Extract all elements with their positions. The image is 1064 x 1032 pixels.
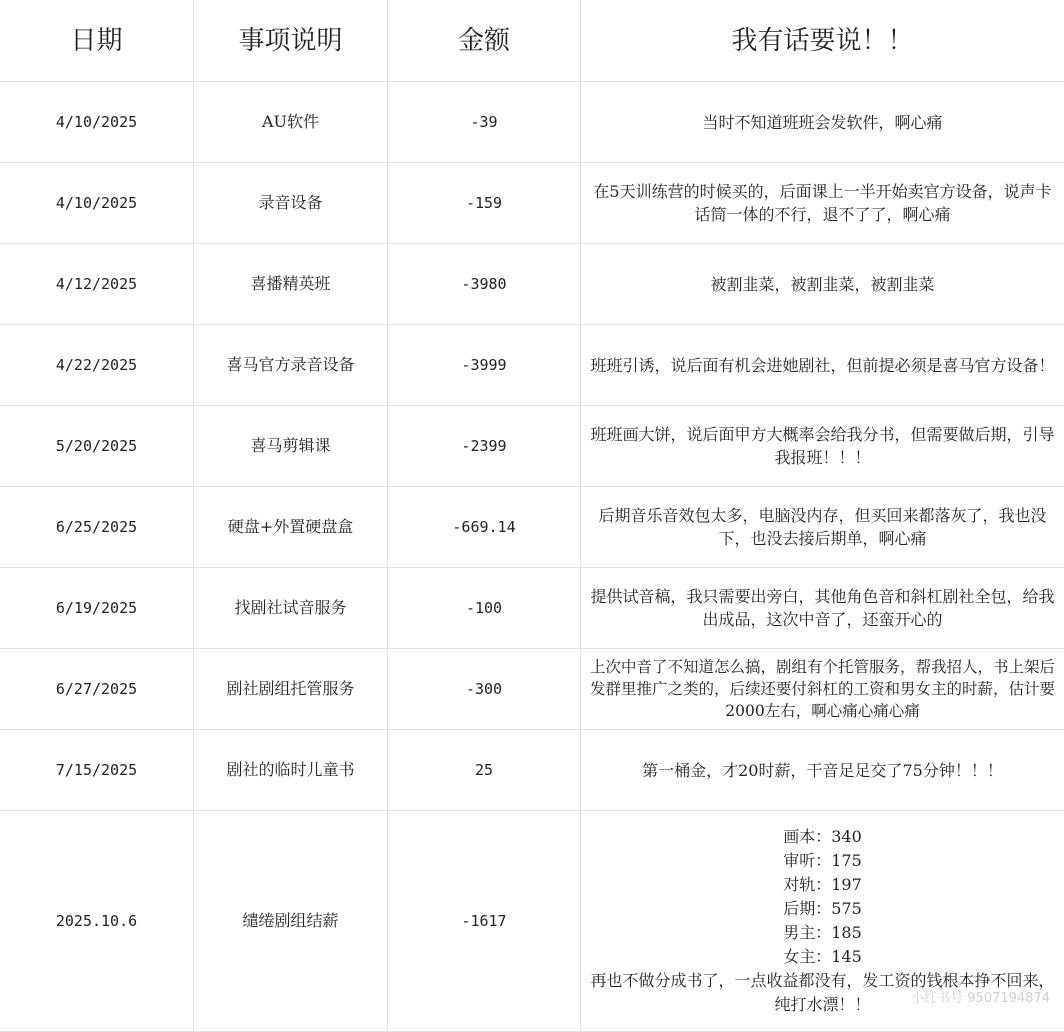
cell-amount: -3999: [388, 325, 581, 406]
table-row: [0, 649, 1064, 730]
breakdown-line: 女主：145: [783, 947, 862, 966]
header-date: 日期: [0, 0, 194, 82]
cell-comment: 后期音乐音效包太多，电脑没内存，但买回来都落灰了，我也没下，也没去接后期单，啊心痛: [581, 487, 1064, 568]
cell-comment: 上次中音了不知道怎么搞，剧组有个托管服务，帮我招人，书上架后发群里推广之类的，后续还要付斜杠的工资和男女主的时薪，估计要2000左右，啊心痛心痛心痛: [581, 649, 1064, 730]
cell-amount: -1617: [388, 811, 581, 1032]
cell-date: 4/12/2025: [0, 244, 194, 325]
header-comment: 我有话要说！！: [581, 0, 1064, 82]
cell-date: 6/25/2025: [0, 487, 194, 568]
cell-date: 4/22/2025: [0, 325, 194, 406]
cell-date: 6/27/2025: [0, 649, 194, 730]
cell-amount: 25: [388, 730, 581, 811]
cell-comment: 班班引诱，说后面有机会进她剧社，但前提必须是喜马官方设备！: [581, 325, 1064, 406]
cell-amount: -39: [388, 82, 581, 163]
header-amount: 金额: [388, 0, 581, 82]
cell-amount: -100: [388, 568, 581, 649]
table-row: [0, 406, 1064, 487]
table-row: [0, 730, 1064, 811]
breakdown-line: 对轨：197: [783, 875, 862, 894]
cell-comment: 当时不知道班班会发软件，啊心痛: [581, 82, 1064, 163]
cell-item: 喜马官方录音设备: [194, 325, 388, 406]
cell-date: 5/20/2025: [0, 406, 194, 487]
cell-amount: -669.14: [388, 487, 581, 568]
cell-amount: -159: [388, 163, 581, 244]
table-header-row: [0, 0, 1064, 82]
cell-item: 录音设备: [194, 163, 388, 244]
cell-date: 4/10/2025: [0, 163, 194, 244]
cell-date: 4/10/2025: [0, 82, 194, 163]
cell-comment: 第一桶金，才20时薪，干音足足交了75分钟！！！: [581, 730, 1064, 811]
cell-item: 剧社剧组托管服务: [194, 649, 388, 730]
table-row: [0, 82, 1064, 163]
breakdown-line: 画本：340: [783, 827, 862, 846]
cell-date: 7/15/2025: [0, 730, 194, 811]
table-row: [0, 568, 1064, 649]
cell-amount: -300: [388, 649, 581, 730]
cell-amount: -2399: [388, 406, 581, 487]
table-row: [0, 244, 1064, 325]
breakdown-line: 审听：175: [783, 851, 862, 870]
cell-item: 剧社的临时儿童书: [194, 730, 388, 811]
breakdown-line: 后期：575: [783, 899, 862, 918]
cell-item: 喜马剪辑课: [194, 406, 388, 487]
cell-comment: 提供试音稿，我只需要出旁白，其他角色音和斜杠剧社全包，给我出成品，这次中音了，还蛮开心的: [581, 568, 1064, 649]
cell-item: 硬盘+外置硬盘盒: [194, 487, 388, 568]
cell-item: AU软件: [194, 82, 388, 163]
table-row: [0, 487, 1064, 568]
watermark: 小红书号 9507194874: [911, 991, 1050, 1006]
table-row: [0, 811, 1064, 1032]
cell-date: 2025.10.6: [0, 811, 194, 1032]
header-item: 事项说明: [194, 0, 388, 82]
table-row: [0, 325, 1064, 406]
cell-comment: 被割韭菜，被割韭菜，被割韭菜: [581, 244, 1064, 325]
cell-comment: 在5天训练营的时候买的，后面课上一半开始卖官方设备，说声卡话筒一体的不行，退不了了，啊心痛: [581, 163, 1064, 244]
final-comment: 再也不做分成书了，一点收益都没有，发工资的钱根本挣不回来，纯打水漂！！: [590, 971, 1055, 1014]
cell-comment: 班班画大饼，说后面甲方大概率会给我分书，但需要做后期，引导我报班！！！: [581, 406, 1064, 487]
cell-item: 找剧社试音服务: [194, 568, 388, 649]
cell-date: 6/19/2025: [0, 568, 194, 649]
table-row: [0, 163, 1064, 244]
cell-amount: -3980: [388, 244, 581, 325]
cell-item: 缱绻剧组结薪: [194, 811, 388, 1032]
cell-item: 喜播精英班: [194, 244, 388, 325]
breakdown-line: 男主：185: [783, 923, 862, 942]
